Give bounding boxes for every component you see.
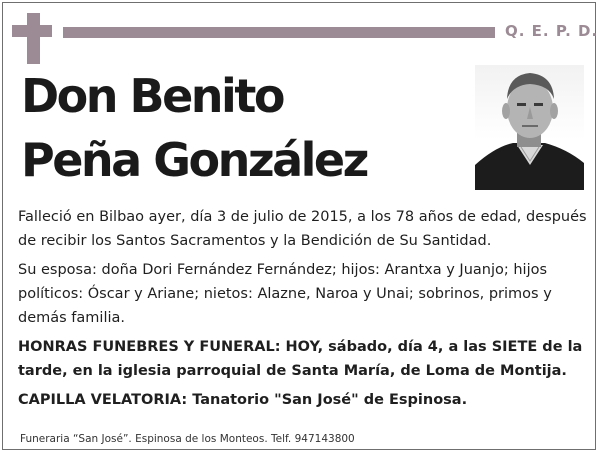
obituary-card xyxy=(2,2,599,450)
deceased-name-line2: Peña González xyxy=(21,133,367,187)
cross-icon-bar xyxy=(12,25,52,37)
deceased-name-line1: Don Benito xyxy=(21,69,283,123)
cross-icon xyxy=(27,13,40,64)
header-rule xyxy=(63,27,495,38)
family-paragraph: Su esposa: doña Dori Fernández Fernández; hijos: Arantxa y Juanjo; hijos políticos: Óscar y Ariane; nietos: Alazne, Naroa y Unai; sobrinos, primos y demás familia. xyxy=(18,262,552,326)
funeral-paragraph: HONRAS FUNEBRES Y FUNERAL: HOY, sábado, día 4, a las SIETE de la tarde, en la iglesia parroquial de Santa María, de Loma de Montija. xyxy=(18,339,583,379)
chapel-paragraph: CAPILLA VELATORIA: Tanatorio "San José" de Espinosa. xyxy=(18,392,468,408)
funeral-home-footer: Funeraria “San José”. Espinosa de los Monteos. Telf. 947143800 xyxy=(20,433,355,445)
death-notice-paragraph: Falleció en Bilbao ayer, día 3 de julio de 2015, a los 78 años de edad, después de recibir los Santos Sacramentos y la Bendición de Su Santidad. xyxy=(18,209,587,249)
portrait-image xyxy=(475,65,584,190)
qepd-label: Q. E. P. D. xyxy=(505,22,599,40)
portrait-photo xyxy=(475,65,584,190)
